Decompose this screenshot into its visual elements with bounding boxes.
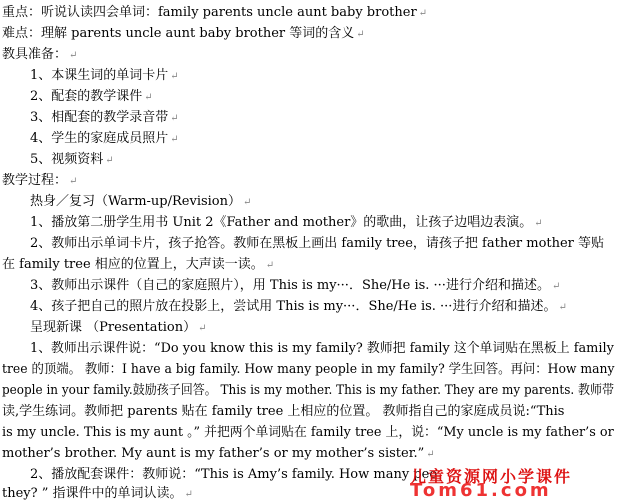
- text-line-presentation-2a: [30, 467, 437, 483]
- line-text: 4、孩子把自己的照片放在投影上，尝试用 This is my···．She/He is. ···进行介绍和描述。: [30, 299, 557, 314]
- paragraph-mark-icon: ↵: [558, 302, 567, 313]
- text-line-material-4: [30, 131, 179, 148]
- line-text: 难点：理解 parents uncle aunt baby brother 等词的含义: [2, 26, 355, 41]
- line-text: 读,学生练词。教师把 parents 贴在 family tree 上相应的位置。 教师指自己的家庭成员说:“This: [2, 404, 565, 419]
- line-text: 3、相配套的教学录音带: [30, 110, 169, 125]
- paragraph-mark-icon: ↵: [105, 155, 114, 166]
- paragraph-mark-icon: ↵: [356, 29, 365, 40]
- line-text: 教具准备：: [2, 47, 68, 62]
- paragraph-mark-icon: ↵: [426, 449, 435, 460]
- paragraph-mark-icon: ↵: [418, 8, 428, 19]
- text-line-material-3: [30, 110, 179, 127]
- text-line-warmup-1: [30, 215, 543, 232]
- line-text: 2、教师出示单词卡片，孩子抢答。教师在黑板上画出 family tree，请孩子把 father mother 等贴: [30, 236, 605, 251]
- paragraph-mark-icon: ↵: [198, 323, 207, 334]
- line-text: 呈现新课 （Presentation）: [30, 320, 197, 335]
- paragraph-mark-icon: ↵: [534, 218, 543, 229]
- line-text: tree 的顶端。 教师：I have a big family. How many people in my family? 学生回答。再问：How many: [2, 362, 615, 377]
- text-line-warmup-2b: [2, 257, 274, 274]
- line-text: 1、教师出示课件说：“Do you know this is my family? 教师把 family 这个单词贴在黑板上 family: [30, 341, 614, 356]
- text-line-warmup-2a: [30, 236, 604, 252]
- text-line-material-1: [30, 68, 179, 85]
- text-line-presentation-2b: [2, 486, 193, 503]
- text-line-warmup-3: [30, 278, 560, 295]
- text-line-material-2: [30, 89, 153, 106]
- text-line-presentation-1f: [2, 446, 435, 463]
- text-line-presentation-1c: [2, 383, 614, 399]
- line-text: mother’s brother. My aunt is my father’s or my mother’s sister.”: [2, 446, 425, 461]
- paragraph-mark-icon: ↵: [551, 281, 561, 292]
- line-text: 热身／复习（Warm-up/Revision）: [30, 194, 242, 209]
- paragraph-mark-icon: ↵: [243, 197, 252, 208]
- text-line-key-points: [2, 5, 427, 22]
- text-line-presentation-1d: [2, 404, 564, 420]
- paragraph-mark-icon: ↵: [69, 176, 78, 187]
- paragraph-mark-icon: ↵: [170, 71, 179, 82]
- text-line-warmup-heading: [30, 194, 251, 211]
- text-line-presentation-heading: [30, 320, 206, 337]
- line-text: 2、播放配套课件：教师说：“This is Amy’s family. How many peo: [30, 467, 438, 482]
- paragraph-mark-icon: ↵: [170, 113, 179, 124]
- line-text: 重点：听说认读四会单词：family parents uncle aunt baby brother: [2, 5, 417, 20]
- watermark-logo: Tom61.com: [410, 480, 552, 501]
- line-text: 1、播放第二册学生用书 Unit 2《Father and mother》的歌曲，让孩子边唱边表演。: [30, 215, 533, 230]
- line-text: people in your family.鼓励孩子回答。 This is my mother. This is my father. They are my parents. 教师带: [2, 383, 614, 398]
- text-line-materials-heading: [2, 47, 77, 64]
- line-text: they? ” 指课件中的单词认读。: [2, 486, 183, 501]
- text-line-warmup-4: [30, 299, 567, 316]
- text-line-presentation-1a: [30, 341, 614, 357]
- paragraph-mark-icon: ↵: [265, 260, 275, 271]
- text-line-material-5: [30, 152, 114, 169]
- paragraph-mark-icon: ↵: [144, 92, 153, 103]
- text-line-presentation-1e: [2, 425, 614, 441]
- watermark-site-name: 儿童资源网小学课件: [410, 467, 573, 486]
- paragraph-mark-icon: ↵: [69, 50, 78, 61]
- line-text: 5、视频资料: [30, 152, 104, 167]
- text-line-process-heading: [2, 173, 77, 190]
- text-line-presentation-1b: [2, 362, 615, 378]
- text-line-difficulty: [2, 26, 365, 43]
- line-text: 4、学生的家庭成员照片: [30, 131, 169, 146]
- paragraph-mark-icon: ↵: [184, 489, 193, 500]
- line-text: 2、配套的教学课件: [30, 89, 143, 104]
- line-text: is my uncle. This is my aunt 。” 并把两个单词贴在 family tree 上，说：“My uncle is my father’s or: [2, 425, 614, 440]
- line-text: 在 family tree 相应的位置上，大声读一读。: [2, 257, 264, 272]
- line-text: 1、本课生词的单词卡片: [30, 68, 169, 83]
- line-text: 教学过程：: [2, 173, 68, 188]
- paragraph-mark-icon: ↵: [170, 134, 179, 145]
- line-text: 3、教师出示课件（自己的家庭照片），用 This is my···．She/He is. ···进行介绍和描述。: [30, 278, 550, 293]
